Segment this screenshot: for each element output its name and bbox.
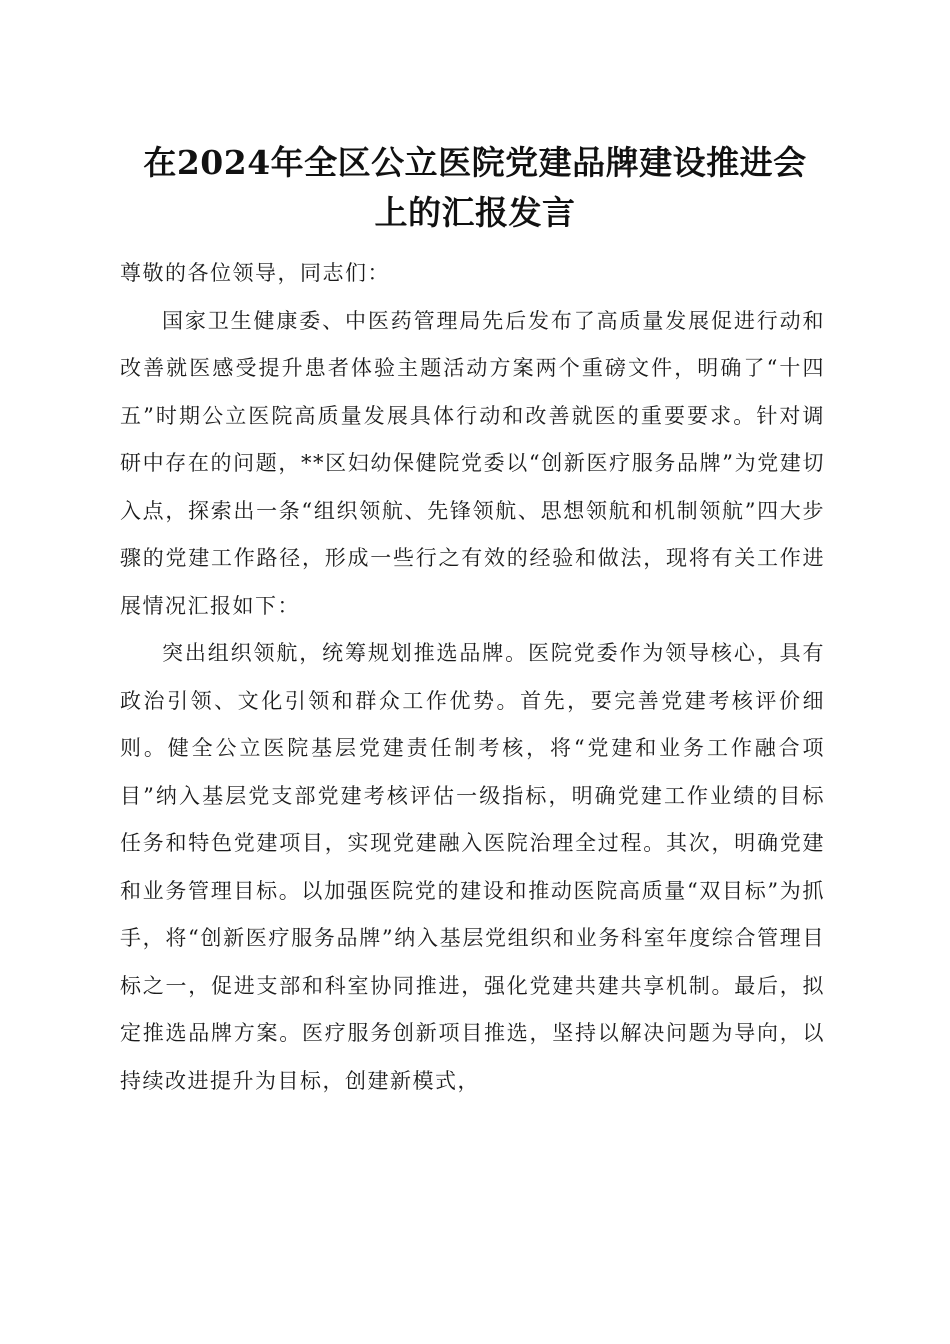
paragraph-organization-leadership: 突出组织领航，统筹规划推选品牌。医院党委作为领导核心，具有政治引领、文化引领和群众工作优势。首先，要完善党建考核评价细则。健全公立医院基层党建责任制考核，将“党建和业务工作融合项目”纳入基层党支部党建考核评估一级指标，明确党建工作业绩的目标任务和特色党建项目，实现党建融入医院治理全过程。其次，明确党建和业务管理目标。以加强医院党的建设和推动医院高质量“双目标”为抓手，将“创新医疗服务品牌”纳入基层党组织和业务科室年度综合管理目标之一，促进支部和科室协同推进，强化党建共建共享机制。最后，拟定推选品牌方案。医疗服务创新项目推选，坚持以解决问题为导向，以持续改进提升为目标，创建新模式， [120, 641, 825, 1093]
salutation: 尊敬的各位领导，同志们： [120, 261, 390, 285]
document-title [90, 138, 860, 238]
paragraph-intro: 国家卫生健康委、中医药管理局先后发布了高质量发展促进行动和改善就医感受提升患者体验主题活动方案两个重磅文件，明确了“十四五”时期公立医院高质量发展具体行动和改善就医的重要要求。针对调研中存在的问题，**区妇幼保健院党委以“创新医疗服务品牌”为党建切入点，探索出一条“组织领航、先锋领航、思想领航和机制领航”四大步骤的党建工作路径，形成一些行之有效的经验和做法，现将有关工作进展情况汇报如下： [120, 308, 825, 618]
document-body [120, 250, 825, 1105]
title-line-2: 上的汇报发言 [374, 193, 576, 232]
title-line-1: 在2024年全区公立医院党建品牌建设推进会 [143, 143, 807, 182]
